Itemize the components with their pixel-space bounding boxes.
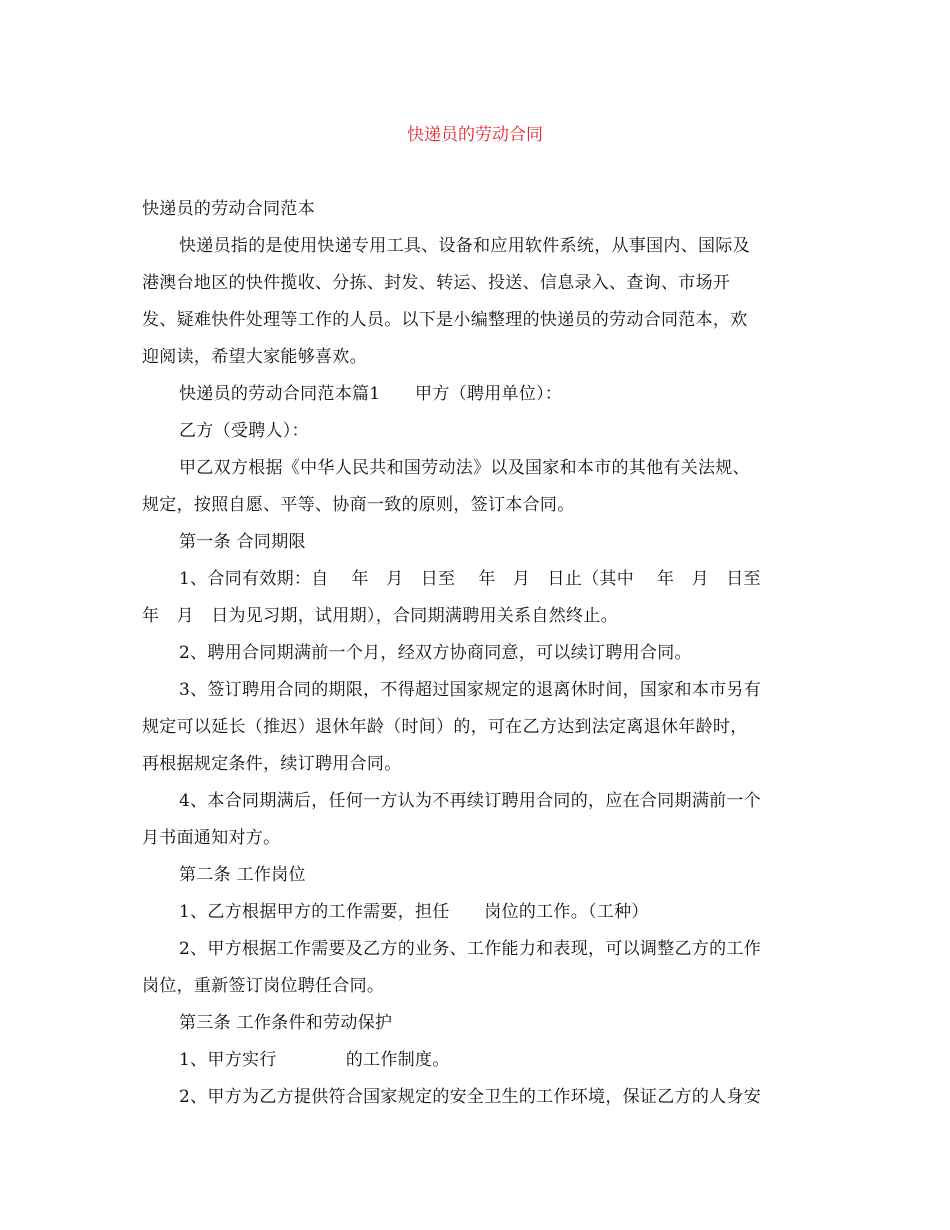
section-heading: 第一条 合同期限	[179, 532, 306, 552]
body-line: 规定可以延长（推迟）退休年龄（时间）的，可在乙方达到法定离退休年龄时，	[142, 717, 748, 737]
subtitle-line: 快递员的劳动合同范本	[142, 199, 315, 219]
body-line: 2、甲方根据工作需要及乙方的业务、工作能力和表现，可以调整乙方的工作	[179, 939, 762, 959]
body-line: 快递员指的是使用快递专用工具、设备和应用软件系统，从事国内、国际及	[179, 236, 750, 256]
body-line: 岗位，重新签订岗位聘任合同。	[142, 976, 385, 996]
body-line: 年 月 日为见习期，试用期），合同期满聘用关系自然终止。	[142, 606, 618, 626]
body-line: 发、疑难快件处理等工作的人员。以下是小编整理的快递员的劳动合同范本，欢	[142, 310, 748, 330]
body-line: 1、甲方实行 的工作制度。	[179, 1050, 450, 1070]
body-line: 月书面通知对方。	[142, 828, 281, 848]
body-line: 乙方（受聘人）：	[179, 421, 309, 441]
body-line: 1、乙方根据甲方的工作需要，担任 岗位的工作。（工种）	[179, 902, 649, 922]
body-line: 迎阅读，希望大家能够喜欢。	[142, 347, 367, 367]
body-line: 2、甲方为乙方提供符合国家规定的安全卫生的工作环境，保证乙方的人身安	[179, 1087, 762, 1107]
body-line: 港澳台地区的快件揽收、分拣、封发、转运、投送、信息录入、查询、市场开	[142, 273, 731, 293]
document-title: 快递员的劳动合同	[407, 125, 543, 145]
body-line: 1、合同有效期：自 年 月 日至 年 月 日止（其中 年 月 日至	[179, 569, 761, 589]
body-line: 3、签订聘用合同的期限，不得超过国家规定的退离休时间，国家和本市另有	[179, 680, 762, 700]
body-line: 4、本合同期满后，任何一方认为不再续订聘用合同的，应在合同期满前一个	[179, 791, 762, 811]
section-heading: 第三条 工作条件和劳动保护	[179, 1013, 393, 1033]
body-line: 再根据规定条件，续订聘用合同。	[142, 754, 402, 774]
body-line: 甲乙双方根据《中华人民共和国劳动法》以及国家和本市的其他有关法规、	[179, 458, 750, 478]
body-line: 快递员的劳动合同范本篇1 甲方（聘用单位）：	[179, 384, 563, 404]
section-heading: 第二条 工作岗位	[179, 865, 306, 885]
body-line: 规定，按照自愿、平等、协商一致的原则，签订本合同。	[142, 495, 575, 515]
body-line: 2、聘用合同期满前一个月，经双方协商同意，可以续订聘用合同。	[179, 643, 692, 663]
